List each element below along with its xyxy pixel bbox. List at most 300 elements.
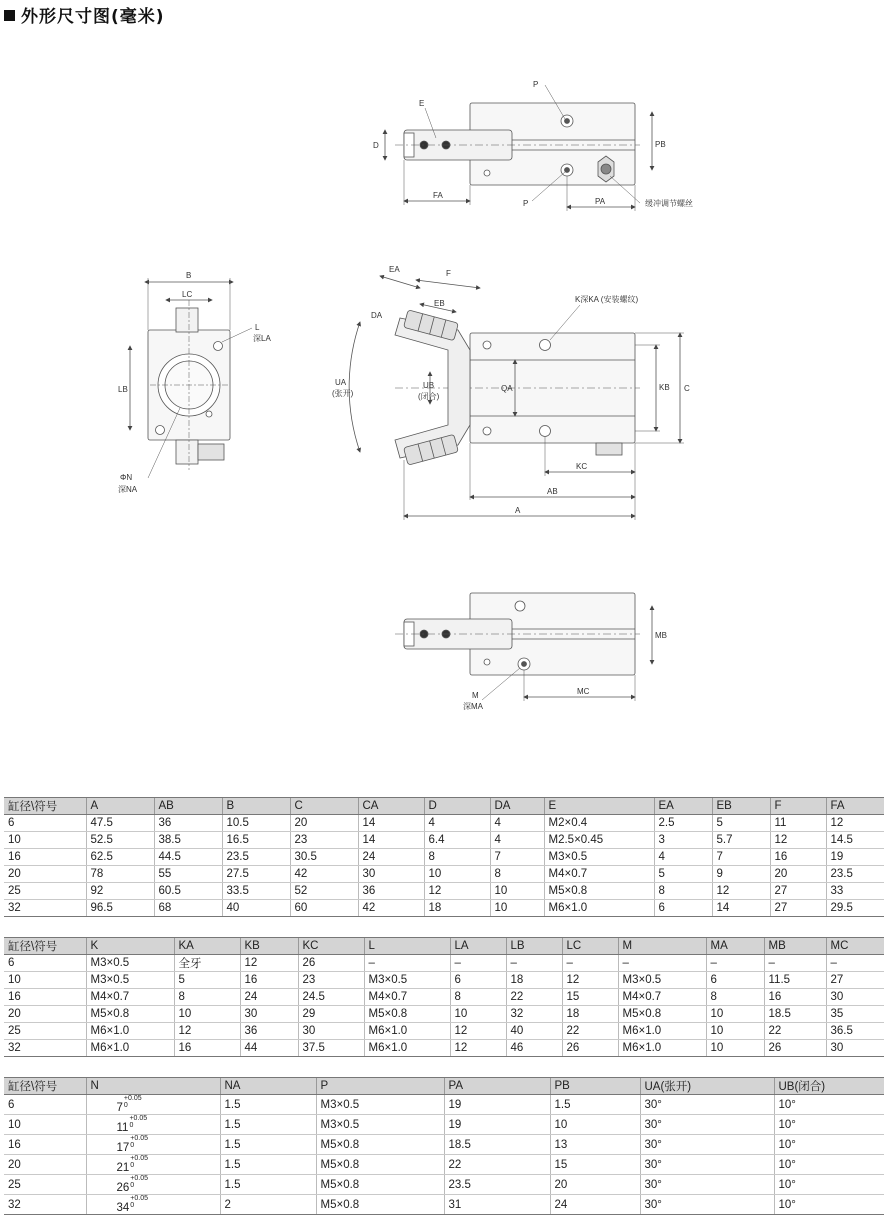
table-cell: 4	[490, 832, 544, 849]
table-cell: 1.5	[220, 1175, 316, 1195]
svg-text:PA: PA	[595, 197, 606, 206]
table-cell: 10	[450, 1006, 506, 1023]
tolerance	[130, 1135, 148, 1149]
column-header: P	[316, 1078, 444, 1095]
column-header: MA	[706, 938, 764, 955]
table-cell: 24	[240, 989, 298, 1006]
table-cell: 6	[450, 972, 506, 989]
table-cell: M6×1.0	[364, 1040, 450, 1057]
table-cell: 18	[506, 972, 562, 989]
column-header: M	[618, 938, 706, 955]
table-cell: 23	[290, 832, 358, 849]
table-cell: 6	[654, 900, 712, 917]
tolerance-base-value: 7	[116, 1102, 123, 1114]
table-cell: 44	[240, 1040, 298, 1057]
tolerance-upper: +0.05	[130, 1175, 149, 1182]
table-cell: 13	[550, 1135, 640, 1155]
table-cell: 19	[826, 849, 884, 866]
svg-text:LB: LB	[118, 385, 128, 394]
table-cell: 12	[450, 1040, 506, 1057]
table-cell: 全牙	[174, 955, 240, 972]
table-cell: 1.5	[220, 1095, 316, 1115]
table-cell: M6×1.0	[86, 1040, 174, 1057]
table-cell: 10.5	[222, 815, 290, 832]
table-cell: M2.5×0.45	[544, 832, 654, 849]
table-cell: 16	[4, 989, 86, 1006]
table-cell: 8	[706, 989, 764, 1006]
table-cell: 14	[358, 832, 424, 849]
table-cell: 52	[290, 883, 358, 900]
table-cell: 32	[4, 900, 86, 917]
table-cell: 19	[444, 1115, 550, 1135]
tolerance-upper: +0.05	[130, 1155, 149, 1162]
svg-text:B: B	[186, 271, 192, 280]
column-header: EB	[712, 798, 770, 815]
table-cell: 1.5	[220, 1115, 316, 1135]
table-cell: 60	[290, 900, 358, 917]
table-cell: –	[506, 955, 562, 972]
table-cell: 33	[826, 883, 884, 900]
table-cell: 30	[240, 1006, 298, 1023]
table-cell: 32	[506, 1006, 562, 1023]
table-cell: 5	[654, 866, 712, 883]
table-cell: 47.5	[86, 815, 154, 832]
table-cell: M5×0.8	[364, 1006, 450, 1023]
svg-text:E: E	[419, 99, 425, 108]
table-cell: M6×1.0	[618, 1023, 706, 1040]
table-cell: 8	[490, 866, 544, 883]
column-header: LA	[450, 938, 506, 955]
column-header: CA	[358, 798, 424, 815]
column-header: 缸径\符号	[4, 798, 86, 815]
table-cell: 22	[444, 1155, 550, 1175]
table-cell: M4×0.7	[86, 989, 174, 1006]
table-cell: 10	[706, 1006, 764, 1023]
table-cell: 62.5	[86, 849, 154, 866]
table-cell: 24.5	[298, 989, 364, 1006]
table-row	[4, 1095, 884, 1115]
tolerance-lower: 0	[123, 1102, 128, 1109]
table-cell	[86, 1155, 220, 1175]
table-cell: 25	[4, 883, 86, 900]
table-cell: 5	[712, 815, 770, 832]
tolerance-lower: 0	[130, 1162, 135, 1169]
tolerance-lower: 0	[130, 1202, 135, 1209]
column-header: KB	[240, 938, 298, 955]
table-cell: M6×1.0	[618, 1040, 706, 1057]
table-cell: 25	[4, 1175, 86, 1195]
tolerance-lower: 0	[130, 1182, 135, 1189]
table-row	[4, 989, 884, 1006]
table-cell: 2.5	[654, 815, 712, 832]
table-cell: 36	[154, 815, 222, 832]
table-cell	[86, 1195, 220, 1215]
dimension-table-3	[4, 1077, 884, 1215]
svg-text:D: D	[373, 141, 379, 150]
table-cell: 8	[424, 849, 490, 866]
tolerance-base-value: 17	[116, 1142, 130, 1154]
table-cell: 10	[4, 1115, 86, 1135]
table-row	[4, 1135, 884, 1155]
table-cell: 32	[4, 1195, 86, 1215]
table-cell: 7	[490, 849, 544, 866]
table-cell: M6×1.0	[544, 900, 654, 917]
table-cell: 22	[764, 1023, 826, 1040]
svg-text:LC: LC	[182, 290, 193, 299]
table-cell: 78	[86, 866, 154, 883]
table-cell: 68	[154, 900, 222, 917]
table-cell: 10	[4, 832, 86, 849]
table-cell: 20	[4, 1006, 86, 1023]
column-header: KC	[298, 938, 364, 955]
table-header-row	[4, 1078, 884, 1095]
table-cell: –	[450, 955, 506, 972]
column-header: MC	[826, 938, 884, 955]
table-cell: 33.5	[222, 883, 290, 900]
table-cell: M5×0.8	[86, 1006, 174, 1023]
table-cell: 8	[450, 989, 506, 1006]
table-cell: 16	[764, 989, 826, 1006]
column-header: DA	[490, 798, 544, 815]
table-cell: 10	[550, 1115, 640, 1135]
table-cell: 20	[290, 815, 358, 832]
column-header: PA	[444, 1078, 550, 1095]
svg-text:深MA: 深MA	[463, 702, 483, 711]
table-cell: 10°	[774, 1175, 884, 1195]
bottom-view	[395, 593, 652, 701]
table-cell: 16	[240, 972, 298, 989]
table-cell: 46	[506, 1040, 562, 1057]
table-cell: 16	[770, 849, 826, 866]
table-cell: –	[706, 955, 764, 972]
svg-text:P: P	[523, 199, 529, 208]
column-header: MB	[764, 938, 826, 955]
svg-text:ΦN: ΦN	[120, 473, 133, 482]
table-cell: 16	[4, 1135, 86, 1155]
table-cell: 27	[770, 883, 826, 900]
table-cell: 30	[358, 866, 424, 883]
table-cell: 52.5	[86, 832, 154, 849]
svg-text:A: A	[515, 506, 521, 515]
tolerance-lower: 0	[129, 1122, 134, 1129]
table-cell: 27	[826, 972, 884, 989]
column-header: K	[86, 938, 174, 955]
table-header-row	[4, 938, 884, 955]
table-cell: –	[618, 955, 706, 972]
tolerance	[130, 1155, 148, 1169]
table-cell: 24	[550, 1195, 640, 1215]
table-cell: M4×0.7	[618, 989, 706, 1006]
table-cell: 12	[770, 832, 826, 849]
table-cell: 30°	[640, 1135, 774, 1155]
table-cell: M6×1.0	[364, 1023, 450, 1040]
tolerance	[130, 1195, 148, 1209]
table-cell: 30	[298, 1023, 364, 1040]
table-cell: –	[562, 955, 618, 972]
table-cell	[86, 1135, 220, 1155]
table-cell: M3×0.5	[618, 972, 706, 989]
table-cell: 36	[240, 1023, 298, 1040]
table-cell: 31	[444, 1195, 550, 1215]
column-header: EA	[654, 798, 712, 815]
table-cell: 18	[424, 900, 490, 917]
table-cell: 30°	[640, 1195, 774, 1215]
table-cell: 5	[174, 972, 240, 989]
column-header: UB(闭合)	[774, 1078, 884, 1095]
table-cell: 12	[562, 972, 618, 989]
table-cell: M5×0.8	[316, 1155, 444, 1175]
table-row	[4, 866, 884, 883]
tolerance	[124, 1095, 142, 1109]
table-cell: 22	[506, 989, 562, 1006]
table-cell: 10	[706, 1023, 764, 1040]
svg-text:AB: AB	[547, 487, 558, 496]
table-cell: 22	[562, 1023, 618, 1040]
table-row	[4, 832, 884, 849]
table-cell: 6	[4, 1095, 86, 1115]
table-cell: 23.5	[222, 849, 290, 866]
column-header: PB	[550, 1078, 640, 1095]
table-cell: 10	[424, 866, 490, 883]
table-cell: M3×0.5	[86, 955, 174, 972]
table-cell: 26	[764, 1040, 826, 1057]
table-cell: –	[764, 955, 826, 972]
table-cell: M5×0.8	[316, 1195, 444, 1215]
table-cell: 8	[654, 883, 712, 900]
table-cell: M5×0.8	[316, 1135, 444, 1155]
table-row	[4, 849, 884, 866]
table-cell: 1.5	[220, 1135, 316, 1155]
table-cell: 20	[770, 866, 826, 883]
table-row	[4, 1040, 884, 1057]
table-cell: 37.5	[298, 1040, 364, 1057]
svg-text:FA: FA	[433, 191, 443, 200]
svg-text:QA: QA	[501, 384, 513, 393]
table-cell	[86, 1095, 220, 1115]
tolerance-base-value: 11	[116, 1122, 129, 1134]
tolerance-upper: +0.05	[130, 1135, 149, 1142]
table-cell: 18	[562, 1006, 618, 1023]
table-cell: M3×0.5	[316, 1095, 444, 1115]
table-cell: 26	[562, 1040, 618, 1057]
table-cell	[86, 1175, 220, 1195]
svg-text:F: F	[446, 269, 451, 278]
table-cell: 2	[220, 1195, 316, 1215]
table-cell: M5×0.8	[618, 1006, 706, 1023]
column-header: LC	[562, 938, 618, 955]
table-cell: 10	[174, 1006, 240, 1023]
table-cell: 11	[770, 815, 826, 832]
dimension-table-1	[4, 797, 884, 917]
table-cell: 60.5	[154, 883, 222, 900]
table-cell: 12	[712, 883, 770, 900]
svg-text:UB: UB	[423, 381, 435, 390]
table-cell: 30.5	[290, 849, 358, 866]
table-cell: 4	[424, 815, 490, 832]
table-cell: M6×1.0	[86, 1023, 174, 1040]
table-cell: 40	[506, 1023, 562, 1040]
table-cell: 29	[298, 1006, 364, 1023]
svg-text:M: M	[472, 691, 479, 700]
table-cell: 23.5	[826, 866, 884, 883]
table-cell: 16.5	[222, 832, 290, 849]
table-cell: M4×0.7	[544, 866, 654, 883]
table-cell: 44.5	[154, 849, 222, 866]
table-cell: M3×0.5	[316, 1115, 444, 1135]
table-cell: 36.5	[826, 1023, 884, 1040]
table-cell: 10	[490, 883, 544, 900]
table-cell: 35	[826, 1006, 884, 1023]
table-cell: 30°	[640, 1175, 774, 1195]
table-cell: 16	[174, 1040, 240, 1057]
table-cell: 12	[450, 1023, 506, 1040]
table-cell: 40	[222, 900, 290, 917]
svg-text:MB: MB	[655, 631, 667, 640]
table-cell: 12	[174, 1023, 240, 1040]
column-header: N	[86, 1078, 220, 1095]
table-cell: 96.5	[86, 900, 154, 917]
table-cell: 26	[298, 955, 364, 972]
table-row	[4, 1175, 884, 1195]
table-cell: 55	[154, 866, 222, 883]
table-row	[4, 955, 884, 972]
table-cell: 30°	[640, 1155, 774, 1175]
tolerance-lower: 0	[130, 1142, 135, 1149]
table-cell: 10	[4, 972, 86, 989]
svg-text:(闭合): (闭合)	[418, 392, 440, 401]
table-cell: 15	[550, 1155, 640, 1175]
table-cell: –	[364, 955, 450, 972]
table-cell: 20	[4, 866, 86, 883]
tolerance-base-value: 26	[116, 1182, 130, 1194]
table-cell: 27	[770, 900, 826, 917]
table-cell: 7	[712, 849, 770, 866]
tolerance	[129, 1115, 147, 1129]
svg-text:深LA: 深LA	[253, 334, 271, 343]
table-cell: 30	[826, 989, 884, 1006]
svg-text:缓冲调节螺丝: 缓冲调节螺丝	[645, 199, 693, 208]
table-row	[4, 900, 884, 917]
table-cell: 30°	[640, 1095, 774, 1115]
svg-text:L: L	[255, 323, 260, 332]
table-cell: 10°	[774, 1115, 884, 1135]
tolerance-upper: +0.05	[123, 1095, 142, 1102]
column-header: L	[364, 938, 450, 955]
svg-text:UA: UA	[335, 378, 347, 387]
table-cell: 32	[4, 1040, 86, 1057]
column-header: B	[222, 798, 290, 815]
table-cell: 20	[4, 1155, 86, 1175]
table-cell: 16	[4, 849, 86, 866]
table-cell: 23	[298, 972, 364, 989]
svg-text:KB: KB	[659, 383, 670, 392]
table-cell: 15	[562, 989, 618, 1006]
table-cell: 6	[706, 972, 764, 989]
table-cell: M2×0.4	[544, 815, 654, 832]
svg-text:KC: KC	[576, 462, 588, 471]
table-cell: 10°	[774, 1155, 884, 1175]
table-cell: 11.5	[764, 972, 826, 989]
tolerance	[130, 1175, 148, 1189]
table-cell: M5×0.8	[544, 883, 654, 900]
tolerance-base-value: 21	[116, 1162, 130, 1174]
table-cell: 6	[4, 955, 86, 972]
table-row	[4, 883, 884, 900]
table-header-row	[4, 798, 884, 815]
table-cell: 30	[826, 1040, 884, 1057]
column-header: 缸径\符号	[4, 938, 86, 955]
table-cell: 10°	[774, 1095, 884, 1115]
table-cell: 29.5	[826, 900, 884, 917]
table-cell: 42	[358, 900, 424, 917]
svg-text:DA: DA	[371, 311, 383, 320]
svg-text:深NA: 深NA	[118, 485, 138, 494]
table-cell: 30°	[640, 1115, 774, 1135]
table-cell: 24	[358, 849, 424, 866]
table-cell: 20	[550, 1175, 640, 1195]
column-header: NA	[220, 1078, 316, 1095]
table-row	[4, 815, 884, 832]
table-cell: 18.5	[444, 1135, 550, 1155]
table-row	[4, 1115, 884, 1135]
table-cell: M4×0.7	[364, 989, 450, 1006]
table-cell: 19	[444, 1095, 550, 1115]
column-header: UA(张开)	[640, 1078, 774, 1095]
column-header: AB	[154, 798, 222, 815]
column-header: 缸径\符号	[4, 1078, 86, 1095]
dimension-table-2	[4, 937, 884, 1057]
tolerance-base-value: 34	[116, 1202, 130, 1214]
table-row	[4, 1006, 884, 1023]
table-cell: 38.5	[154, 832, 222, 849]
table-cell: 1.5	[550, 1095, 640, 1115]
table-cell: 6	[4, 815, 86, 832]
table-cell: 10°	[774, 1135, 884, 1155]
side-view	[130, 278, 252, 478]
table-row	[4, 1195, 884, 1215]
table-cell: 36	[358, 883, 424, 900]
table-cell: 18.5	[764, 1006, 826, 1023]
table-cell: 10°	[774, 1195, 884, 1215]
table-row	[4, 1155, 884, 1175]
table-cell: 6.4	[424, 832, 490, 849]
table-cell: 4	[490, 815, 544, 832]
table-cell: 23.5	[444, 1175, 550, 1195]
svg-text:EA: EA	[389, 265, 400, 274]
table-cell: 10	[706, 1040, 764, 1057]
table-cell: 9	[712, 866, 770, 883]
front-view-labels	[332, 265, 690, 515]
column-header: LB	[506, 938, 562, 955]
table-cell: 5.7	[712, 832, 770, 849]
table-cell: 92	[86, 883, 154, 900]
column-header: E	[544, 798, 654, 815]
svg-text:(张开): (张开)	[332, 389, 354, 398]
column-header: A	[86, 798, 154, 815]
top-view	[385, 85, 652, 211]
svg-text:EB: EB	[434, 299, 445, 308]
table-row	[4, 1023, 884, 1040]
column-header: D	[424, 798, 490, 815]
table-cell: 3	[654, 832, 712, 849]
column-header: FA	[826, 798, 884, 815]
page-title-text: 外形尺寸图(毫米)	[21, 7, 165, 27]
table-cell: 1.5	[220, 1155, 316, 1175]
column-header: F	[770, 798, 826, 815]
table-cell: M3×0.5	[86, 972, 174, 989]
svg-text:P: P	[533, 80, 539, 89]
table-cell: 42	[290, 866, 358, 883]
